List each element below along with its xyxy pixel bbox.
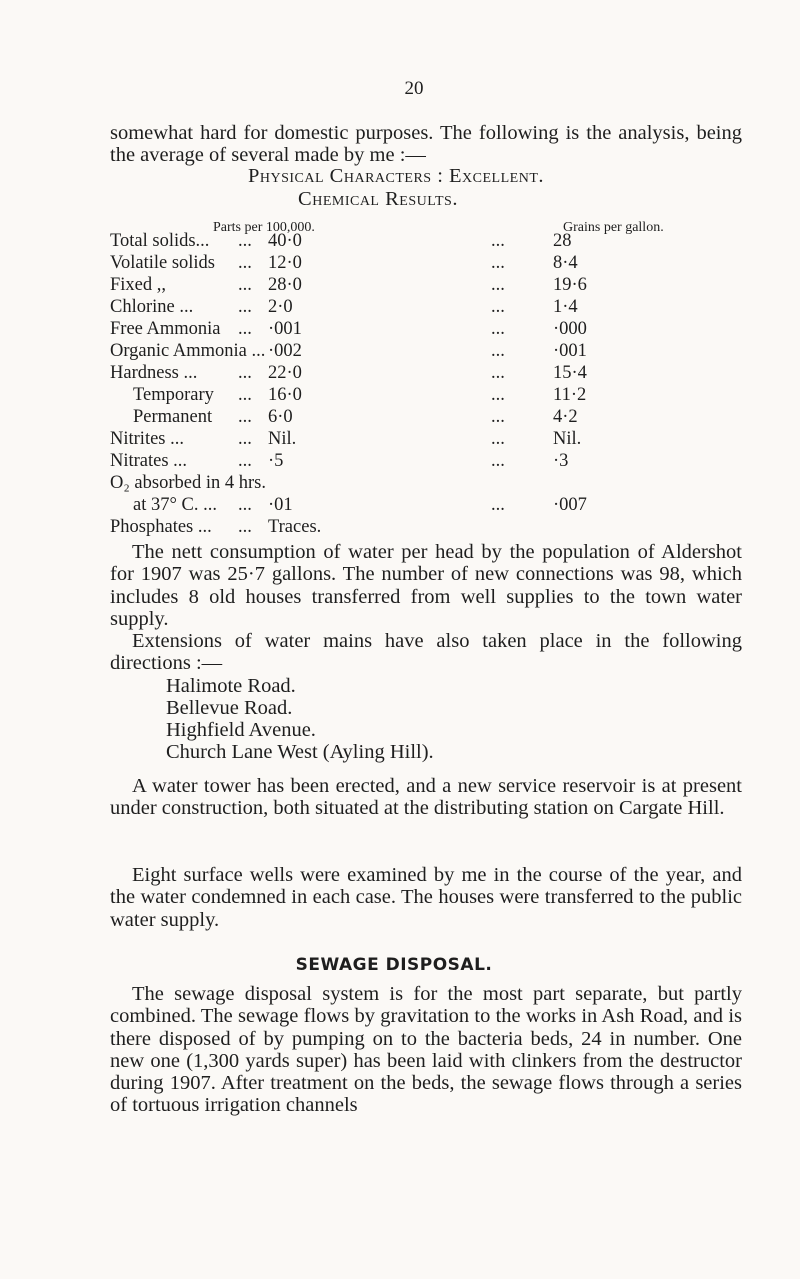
row-label: at 37° C. ... (133, 495, 217, 515)
consumption-text: The nett consumption of water per head by the population of Aldershot for 1907 was 25·7 gallons. The number of new connections was 98, which includes 8 old houses transferred from well supplies to the town water supply. (110, 541, 742, 630)
grains-value: 1·4 (553, 297, 578, 317)
leader-dots: ... (491, 429, 505, 449)
leader-dots: ... (491, 231, 505, 251)
surface-wells-paragraph (110, 864, 742, 931)
leader-dots: ... (491, 363, 505, 383)
row-label: Temporary (133, 385, 214, 405)
column-header-grains: Grains per gallon. (563, 220, 664, 235)
row-label: Fixed ,, (110, 275, 167, 295)
grains-value: 19·6 (553, 275, 587, 295)
sewage-paragraph (110, 983, 742, 1117)
parts-value: ·002 (268, 341, 302, 361)
leader-dots: ... (238, 297, 252, 317)
surface-wells-text: Eight surface wells were examined by me in the course of the year, and the water condemned in each case. The houses were transferred to the public water supply. (110, 864, 742, 931)
row-label: Volatile solids (110, 253, 216, 273)
street-item: Church Lane West (Ayling Hill). (166, 741, 434, 763)
leader-dots: ... (238, 407, 252, 427)
grains-value: 8·4 (553, 253, 578, 273)
parts-value: Nil. (268, 429, 297, 449)
row-label: Nitrites ... (110, 429, 184, 449)
parts-value: 2·0 (268, 297, 293, 317)
table-row (0, 517, 800, 539)
sewage-disposal-heading: SEWAGE DISPOSAL. (295, 955, 493, 975)
leader-dots: ... (238, 429, 252, 449)
grains-value: ·3 (553, 451, 569, 471)
grains-value: ·000 (553, 319, 587, 339)
table-row (0, 495, 800, 517)
table-row (0, 275, 800, 297)
leader-dots: ... (491, 275, 505, 295)
table-row (0, 363, 800, 385)
leader-dots: ... (238, 385, 252, 405)
row-label: Chlorine ... (110, 297, 194, 317)
grains-value: 15·4 (553, 363, 587, 383)
row-label: O₂ absorbed in 4 hrs. (110, 473, 266, 493)
row-label: Phosphates ... (110, 517, 212, 537)
chemical-results-heading: Chemical Results. (298, 188, 458, 210)
grains-value: 11·2 (553, 385, 587, 405)
leader-dots: ... (491, 253, 505, 273)
parts-value: 16·0 (268, 385, 302, 405)
leader-dots: ... (491, 407, 505, 427)
page-number: 20 (404, 78, 424, 99)
parts-value: 40·0 (268, 231, 302, 251)
row-label: Nitrates ... (110, 451, 188, 471)
parts-value: ·01 (268, 495, 293, 515)
grains-value: 28 (553, 231, 572, 251)
leader-dots: ... (491, 495, 505, 515)
consumption-paragraph (110, 541, 742, 630)
leader-dots: ... (491, 451, 505, 471)
table-row (0, 407, 800, 429)
parts-value: Traces. (268, 517, 322, 537)
grains-value: ·007 (553, 495, 587, 515)
leader-dots: ... (238, 495, 252, 515)
water-tower-text: A water tower has been erected, and a new service reservoir is at present under construction, both situated at the distributing station on Cargate Hill. (110, 775, 742, 820)
row-label: Hardness ... (110, 363, 198, 383)
grains-value: 4·2 (553, 407, 578, 427)
parts-value: 28·0 (268, 275, 302, 295)
leader-dots: ... (238, 319, 252, 339)
table-row (0, 319, 800, 341)
leader-dots: ... (238, 363, 252, 383)
leader-dots: ... (238, 451, 252, 471)
leader-dots: ... (491, 385, 505, 405)
street-item: Highfield Avenue. (166, 719, 316, 741)
table-row (0, 231, 800, 253)
table-row (0, 341, 800, 363)
table-row (0, 385, 800, 407)
intro-paragraph: somewhat hard for domestic purposes. The following is the analysis, being the average of several made by me :— (110, 122, 742, 166)
table-row (0, 429, 800, 451)
leader-dots: ... (491, 319, 505, 339)
parts-value: 6·0 (268, 407, 293, 427)
leader-dots: ... (238, 517, 252, 537)
parts-value: ·001 (268, 319, 302, 339)
grains-value: Nil. (553, 429, 582, 449)
leader-dots: ... (238, 275, 252, 295)
row-label: Organic Ammonia ... (110, 341, 266, 361)
street-item: Bellevue Road. (166, 697, 293, 719)
sewage-text: The sewage disposal system is for the most part separate, but partly combined. The sewage flows by gravitation to the works in Ash Road, and is there disposed of by pumping on to the bacteria beds, 24 in number. One new one (1,300 yards super) has been laid with clinkers from the destructor during 1907. After treatment on the beds, the sewage flows through a series of tortuous irrigation channels (110, 983, 742, 1117)
table-row (0, 253, 800, 275)
row-label: Total solids... (110, 231, 210, 251)
table-row (0, 297, 800, 319)
table-row (0, 473, 800, 495)
street-item: Halimote Road. (166, 675, 296, 697)
physical-characters-heading: Physical Characters : Excellent. (247, 165, 544, 187)
leader-dots: ... (238, 253, 252, 273)
leader-dots: ... (491, 297, 505, 317)
parts-value: 22·0 (268, 363, 302, 383)
extensions-text: Extensions of water mains have also taken place in the following directions :— (110, 630, 742, 675)
extensions-paragraph (110, 630, 742, 675)
row-label: Permanent (133, 407, 213, 427)
row-label: Free Ammonia (110, 319, 221, 339)
grains-value: ·001 (553, 341, 587, 361)
table-row (0, 451, 800, 473)
parts-value: 12·0 (268, 253, 302, 273)
water-tower-paragraph (110, 775, 742, 820)
leader-dots: ... (491, 341, 505, 361)
leader-dots: ... (238, 231, 252, 251)
parts-value: ·5 (268, 451, 284, 471)
column-header-parts: Parts per 100,000. (213, 220, 315, 235)
